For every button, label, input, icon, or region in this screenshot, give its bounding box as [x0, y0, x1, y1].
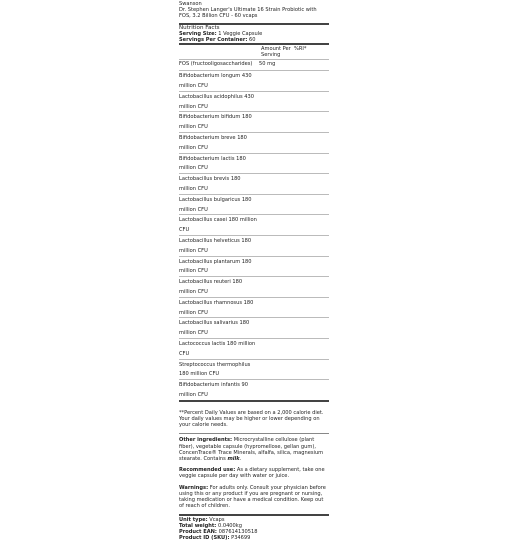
facts-row	[179, 317, 329, 338]
facts-row	[179, 194, 329, 215]
ingredient-name: Lactobacillus acidophilus 430 million CFU	[179, 93, 254, 110]
ingredient-amount	[259, 258, 299, 277]
ingredient-name: Lactobacillus bulgaricus 180 million CFU	[179, 196, 252, 213]
recommended-use-label: Recommended use:	[179, 467, 236, 474]
facts-row	[179, 235, 329, 256]
facts-row	[179, 70, 329, 91]
ingredient-amount	[259, 72, 299, 91]
ingredient-amount	[259, 196, 299, 215]
other-ingredients-text: Microcrystalline cellulose (plant fiber), vegetable capsule (hypromellose, gellan gum), ConcenTrace® Trace Minerals, alfalfa, silica, magnesium stearate. Contains	[179, 437, 324, 462]
ingredient-name: Lactobacillus rhamnosus 180 million CFU	[179, 299, 254, 316]
recommended-use-text: As a dietary supplement, take one veggie capsule per day with water or juice.	[179, 467, 325, 480]
warnings	[179, 485, 329, 510]
facts-title: Nutrition Facts	[179, 24, 220, 31]
ingredient-amount	[259, 237, 299, 256]
facts-row	[179, 91, 329, 112]
product-sku: P34699	[231, 535, 251, 541]
ingredient-amount	[259, 216, 299, 235]
servings-value: 60	[249, 37, 256, 44]
ingredient-name: Lactobacillus helveticus 180 million CFU	[179, 237, 252, 254]
ingredient-name: Lactobacillus casei 180 million CFU	[179, 217, 257, 234]
ingredient-amount	[259, 113, 299, 132]
serving-size-label: Serving Size:	[179, 30, 217, 37]
ingredient-amount	[259, 278, 299, 297]
supplement-facts-panel	[179, 0, 329, 541]
facts-rows	[179, 59, 329, 400]
product-ean: 087614130518	[218, 529, 258, 536]
ingredient-name: Lactococcus lactis 180 million CFU	[179, 340, 256, 357]
ingredient-name: Streptococcus thermophilus 180 million CFU	[179, 361, 251, 378]
ingredient-name: Bifidobacterium longum 430 million CFU	[179, 73, 252, 90]
ingredient-name: Bifidobacterium infantis 90 million CFU	[179, 382, 249, 398]
ingredient-name: Lactobacillus brevis 180 million CFU	[179, 176, 241, 192]
servings-label: Servings Per Container:	[179, 37, 248, 44]
ingredient-amount: 50 mg	[259, 61, 276, 68]
dv-header: %RI*	[294, 46, 307, 53]
facts-row	[179, 297, 329, 318]
ingredient-amount	[259, 299, 299, 318]
facts-row	[179, 153, 329, 174]
ingredient-name: Lactobacillus reuteri 180 million CFU	[179, 279, 243, 295]
amount-per-serving-header: Amount Per Serving	[261, 46, 291, 59]
ingredient-name: Bifidobacterium lactis 180 million CFU	[179, 155, 246, 172]
allergen: milk	[227, 455, 240, 462]
product-info: Unit type: Vcaps Total weight: 0.0400kg Product EAN: 087614130518 Product ID (SKU): P34699	[179, 514, 329, 541]
warnings-label: Warnings:	[179, 484, 209, 491]
recommended-use	[179, 467, 329, 479]
ingredient-amount	[259, 175, 299, 194]
warnings-text: For adults only. Consult your physician before using this or any product if you are pregnant or nursing, taking medication or have a medical condition. Keep out of reach of children.	[179, 484, 326, 510]
total-weight: 0.0400kg	[217, 523, 242, 530]
other-ingredients-label: Other ingredients:	[179, 437, 233, 444]
ingredient-amount	[259, 155, 299, 174]
facts-header	[179, 45, 329, 59]
other-ingredients: Other ingredients: Microcrystalline cellulose (plant fiber), vegetable capsule (hypromellose, gellan gum), ConcenTrace® Trace Minerals, alfalfa, silica, magnesium stearate. Contains milk.	[179, 433, 329, 462]
ingredient-name: Lactobacillus salivarius 180 million CFU	[179, 320, 250, 337]
facts-row	[179, 132, 329, 153]
ingredient-name: Bifidobacterium breve 180 million CFU	[179, 135, 247, 151]
facts-row	[179, 173, 329, 194]
facts-row	[179, 338, 329, 359]
ingredient-name: FOS (fructooligosaccharides)	[179, 61, 253, 68]
footnote: **Percent Daily Values are based on a 2,000 calorie diet. Your daily values may be higher or lower depending on your calorie needs.	[179, 409, 324, 429]
ingredient-amount	[259, 381, 299, 400]
facts-row	[179, 256, 329, 277]
facts-row	[179, 214, 329, 235]
facts-row	[179, 359, 329, 380]
facts-row	[179, 379, 329, 400]
ingredient-amount	[259, 93, 299, 112]
ingredient-name: Lactobacillus plantarum 180 million CFU	[179, 258, 252, 275]
unit-type: Vcaps	[209, 517, 225, 524]
facts-row	[179, 276, 329, 297]
serving-size-value: 1 Veggie Capsule	[218, 30, 263, 37]
facts-row	[179, 59, 329, 70]
facts-row	[179, 111, 329, 132]
ingredient-amount	[259, 361, 299, 380]
product-name: Dr. Stephen Langer's Ultimate 16 Strain Probiotic with FOS, 3.2 Billion CFU - 60 vcaps	[179, 7, 317, 20]
ingredient-name: Bifidobacterium bifidum 180 million CFU	[179, 114, 252, 131]
brand-name: Swanson	[179, 1, 202, 7]
ingredient-amount	[259, 319, 299, 338]
ingredient-amount	[259, 340, 299, 359]
ingredient-amount	[259, 134, 299, 153]
